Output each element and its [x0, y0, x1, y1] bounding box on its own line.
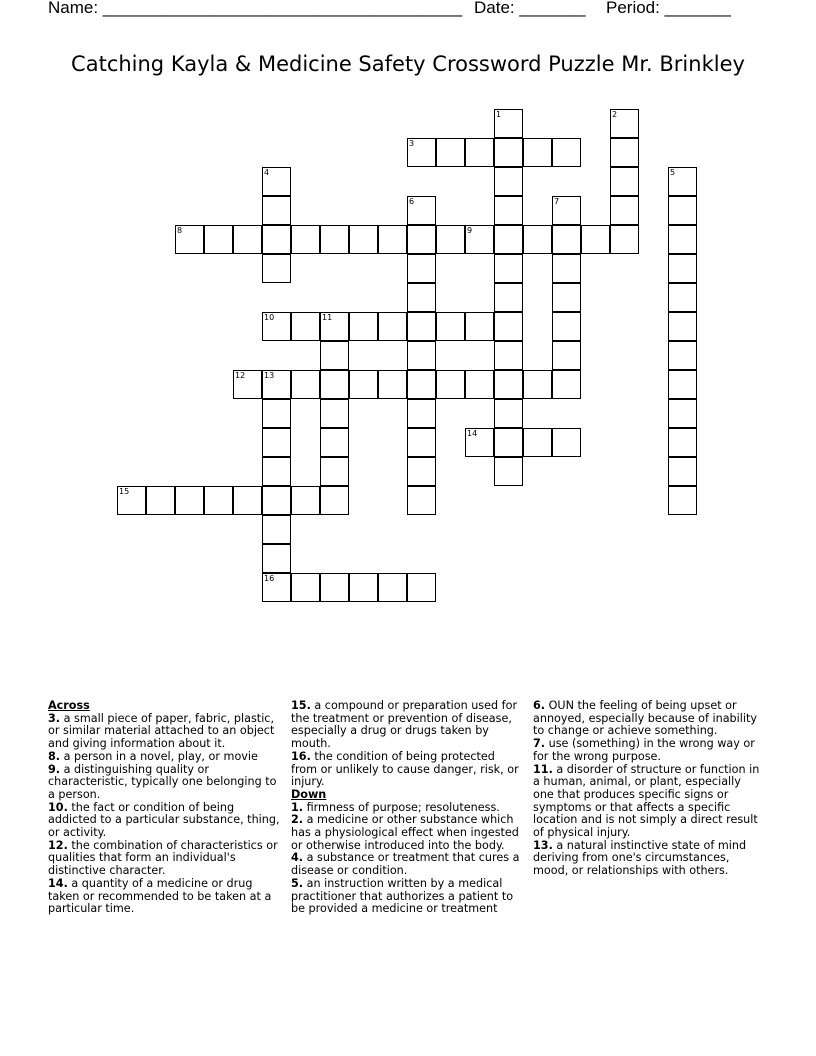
grid-cell[interactable]: [407, 225, 436, 254]
grid-cell[interactable]: [668, 457, 697, 486]
clue-text: the condition of being protected from or unlikely to cause danger, risk, or injury.: [291, 749, 519, 789]
grid-cell[interactable]: [233, 486, 262, 515]
grid-cell[interactable]: [407, 370, 436, 399]
grid-cell[interactable]: [465, 138, 494, 167]
clue-number: 10: [264, 313, 275, 322]
grid-cell[interactable]: [494, 196, 523, 225]
grid-cell[interactable]: [494, 428, 523, 457]
grid-cell[interactable]: [349, 573, 378, 602]
grid-cell[interactable]: [262, 370, 291, 399]
clue-item: [291, 700, 523, 751]
grid-cell[interactable]: [349, 370, 378, 399]
clue-text: a small piece of paper, fabric, plastic, or similar material attached to an object and giving information about it.: [48, 711, 275, 751]
grid-cell[interactable]: [552, 225, 581, 254]
grid-cell[interactable]: [523, 225, 552, 254]
grid-cell[interactable]: [494, 370, 523, 399]
grid-cell[interactable]: [320, 573, 349, 602]
grid-cell[interactable]: [378, 312, 407, 341]
clue-number-label: 11.: [533, 762, 553, 776]
grid-cell[interactable]: [494, 167, 523, 196]
grid-cell[interactable]: [407, 399, 436, 428]
grid-cell[interactable]: [146, 486, 175, 515]
grid-cell[interactable]: [494, 399, 523, 428]
grid-cell[interactable]: [262, 428, 291, 457]
grid-cell[interactable]: [262, 312, 291, 341]
grid-cell[interactable]: [552, 254, 581, 283]
grid-cell[interactable]: [668, 167, 697, 196]
clue-item: [48, 878, 286, 916]
grid-cell[interactable]: [552, 283, 581, 312]
grid-cell[interactable]: [494, 457, 523, 486]
grid-cell[interactable]: [494, 254, 523, 283]
grid-cell[interactable]: [204, 225, 233, 254]
clue-number-label: 10.: [48, 800, 68, 814]
grid-cell[interactable]: [204, 486, 233, 515]
grid-cell[interactable]: [262, 399, 291, 428]
grid-cell[interactable]: [320, 486, 349, 515]
grid-cell[interactable]: [668, 399, 697, 428]
grid-cell[interactable]: [407, 341, 436, 370]
grid-cell[interactable]: [494, 138, 523, 167]
clue-number: 7: [554, 197, 560, 206]
grid-cell[interactable]: [262, 544, 291, 573]
clue-number-label: 8.: [48, 749, 61, 763]
clue-text: a compound or preparation used for the treatment or prevention of disease, especially a drug or drugs taken by mouth.: [291, 699, 518, 751]
clue-item: [48, 713, 286, 751]
clues-column-2: [291, 700, 523, 916]
across-heading: Across: [48, 699, 90, 712]
grid-cell[interactable]: [262, 457, 291, 486]
clue-number-label: 2.: [291, 813, 304, 827]
grid-cell[interactable]: [465, 370, 494, 399]
grid-cell[interactable]: [175, 225, 204, 254]
clue-item: [291, 751, 523, 789]
clue-item: [291, 878, 523, 916]
grid-cell[interactable]: [233, 370, 262, 399]
clue-number-label: 4.: [291, 851, 304, 865]
clue-number: 12: [235, 371, 246, 380]
clue-item: [48, 802, 286, 840]
clue-number-label: 15.: [291, 699, 311, 712]
clue-number-label: 14.: [48, 876, 68, 890]
grid-cell[interactable]: [378, 225, 407, 254]
clue-text: an instruction written by a medical practitioner that authorizes a patient to be provided a medicine or treatment: [291, 876, 514, 916]
grid-cell[interactable]: [465, 312, 494, 341]
grid-cell[interactable]: [262, 225, 291, 254]
grid-cell[interactable]: [320, 370, 349, 399]
grid-cell[interactable]: [436, 225, 465, 254]
clue-number: 5: [670, 168, 676, 177]
grid-cell[interactable]: [349, 225, 378, 254]
clue-item: [533, 764, 765, 840]
clue-number-label: 5.: [291, 876, 304, 890]
clue-number: 13: [264, 371, 275, 380]
grid-cell[interactable]: [552, 138, 581, 167]
clue-text: use (something) in the wrong way or for the wrong purpose.: [533, 737, 755, 763]
page-title: Catching Kayla & Medicine Safety Crossword Puzzle Mr. Brinkley: [71, 52, 745, 76]
grid-cell[interactable]: [407, 486, 436, 515]
grid-cell[interactable]: [233, 225, 262, 254]
clue-item: [533, 700, 765, 738]
grid-cell[interactable]: [436, 370, 465, 399]
grid-cell[interactable]: [668, 225, 697, 254]
grid-cell[interactable]: [610, 196, 639, 225]
clues-column-3: [533, 700, 765, 878]
grid-cell[interactable]: [262, 515, 291, 544]
grid-cell[interactable]: [465, 428, 494, 457]
clue-text: the fact or condition of being addicted to a particular substance, thing, or activity.: [48, 800, 280, 840]
clue-number: 6: [409, 197, 415, 206]
clue-number-label: 3.: [48, 711, 61, 725]
clue-text: a quantity of a medicine or drug taken or recommended to be taken at a particular time.: [48, 876, 272, 916]
clue-item: [291, 852, 523, 877]
grid-cell[interactable]: [668, 341, 697, 370]
grid-cell[interactable]: [610, 138, 639, 167]
grid-cell[interactable]: [552, 370, 581, 399]
grid-cell[interactable]: [581, 225, 610, 254]
grid-cell[interactable]: [175, 486, 204, 515]
grid-cell[interactable]: [378, 370, 407, 399]
clue-text: a substance or treatment that cures a disease or condition.: [291, 851, 520, 878]
grid-cell[interactable]: [465, 225, 494, 254]
grid-cell[interactable]: [320, 457, 349, 486]
clue-item: [48, 840, 286, 878]
grid-cell[interactable]: [117, 486, 146, 515]
grid-cell[interactable]: [668, 312, 697, 341]
grid-cell[interactable]: [668, 428, 697, 457]
grid-cell[interactable]: [552, 341, 581, 370]
clue-text: a person in a novel, play, or movie: [63, 749, 258, 763]
grid-cell[interactable]: [291, 225, 320, 254]
grid-cell[interactable]: [291, 486, 320, 515]
grid-cell[interactable]: [262, 486, 291, 515]
clue-number: 2: [612, 110, 618, 119]
grid-cell[interactable]: [407, 457, 436, 486]
grid-cell[interactable]: [291, 573, 320, 602]
grid-cell[interactable]: [668, 370, 697, 399]
clue-number-label: 12.: [48, 838, 68, 852]
period-field-label[interactable]: Period: _______: [606, 0, 731, 17]
clue-number: 9: [467, 226, 473, 235]
grid-cell[interactable]: [436, 138, 465, 167]
grid-cell[interactable]: [523, 138, 552, 167]
clue-text: a distinguishing quality or characteristic, typically one belonging to a person.: [48, 762, 277, 801]
grid-cell[interactable]: [668, 254, 697, 283]
grid-cell[interactable]: [494, 283, 523, 312]
clue-item: [533, 738, 765, 763]
clues-column-1: [48, 700, 286, 916]
grid-cell[interactable]: [262, 167, 291, 196]
grid-cell[interactable]: [407, 196, 436, 225]
clue-number: 4: [264, 168, 270, 177]
clue-number-label: 9.: [48, 762, 61, 776]
grid-cell[interactable]: [407, 573, 436, 602]
grid-cell[interactable]: [436, 312, 465, 341]
clue-number: 16: [264, 574, 275, 583]
grid-cell[interactable]: [291, 370, 320, 399]
name-field-label[interactable]: Name: ______________________________________: [48, 0, 463, 17]
grid-cell[interactable]: [262, 196, 291, 225]
grid-cell[interactable]: [349, 312, 378, 341]
clue-text: a natural instinctive state of mind deriving from one's circumstances, mood, or relationships with others.: [533, 838, 747, 878]
grid-cell[interactable]: [291, 312, 320, 341]
grid-cell[interactable]: [407, 138, 436, 167]
grid-cell[interactable]: [668, 486, 697, 515]
grid-cell[interactable]: [552, 196, 581, 225]
grid-cell[interactable]: [668, 283, 697, 312]
grid-cell[interactable]: [407, 428, 436, 457]
clue-number: 1: [496, 110, 502, 119]
grid-cell[interactable]: [407, 283, 436, 312]
grid-cell[interactable]: [552, 428, 581, 457]
grid-cell[interactable]: [407, 254, 436, 283]
clue-number: 14: [467, 429, 478, 438]
clue-item: [291, 814, 523, 852]
grid-cell[interactable]: [494, 109, 523, 138]
grid-cell[interactable]: [610, 167, 639, 196]
clue-text: the combination of characteristics or qualities that form an individual's distinctive character.: [48, 838, 278, 878]
clue-number: 3: [409, 139, 415, 148]
clue-text: firmness of purpose; resoluteness.: [306, 800, 500, 814]
grid-cell[interactable]: [494, 225, 523, 254]
clue-number-label: 6.: [533, 699, 546, 712]
grid-cell[interactable]: [494, 341, 523, 370]
clue-text: a medicine or other substance which has a physiological effect when ingested or otherwise introduced into the body.: [291, 813, 519, 852]
grid-cell[interactable]: [320, 225, 349, 254]
grid-cell[interactable]: [378, 573, 407, 602]
grid-cell[interactable]: [320, 399, 349, 428]
clue-number: 8: [177, 226, 183, 235]
clue-number: 15: [119, 487, 130, 496]
clue-number: 11: [322, 313, 333, 322]
clue-number-label: 1.: [291, 800, 304, 814]
clue-item: [533, 840, 765, 878]
clue-item: [48, 764, 286, 802]
grid-cell[interactable]: [320, 312, 349, 341]
clue-text: OUN the feeling of being upset or annoyed, especially because of inability to change or achieve something.: [533, 699, 757, 738]
grid-cell[interactable]: [552, 312, 581, 341]
grid-cell[interactable]: [262, 573, 291, 602]
down-heading: Down: [291, 787, 327, 801]
grid-cell[interactable]: [523, 428, 552, 457]
grid-cell[interactable]: [407, 312, 436, 341]
grid-cell[interactable]: [668, 196, 697, 225]
grid-cell[interactable]: [610, 225, 639, 254]
grid-cell[interactable]: [320, 428, 349, 457]
clue-number-label: 13.: [533, 838, 553, 852]
grid-cell[interactable]: [610, 109, 639, 138]
clue-text: a disorder of structure or function in a human, animal, or plant, especially one that produces specific signs or symptoms or that affects a specific location and is not simply a direct result of physical injury.: [533, 762, 760, 840]
grid-cell[interactable]: [523, 370, 552, 399]
grid-cell[interactable]: [262, 254, 291, 283]
date-field-label[interactable]: Date: _______: [474, 0, 586, 17]
clue-number-label: 16.: [291, 749, 311, 763]
clue-number-label: 7.: [533, 737, 546, 751]
grid-cell[interactable]: [494, 312, 523, 341]
grid-cell[interactable]: [320, 341, 349, 370]
